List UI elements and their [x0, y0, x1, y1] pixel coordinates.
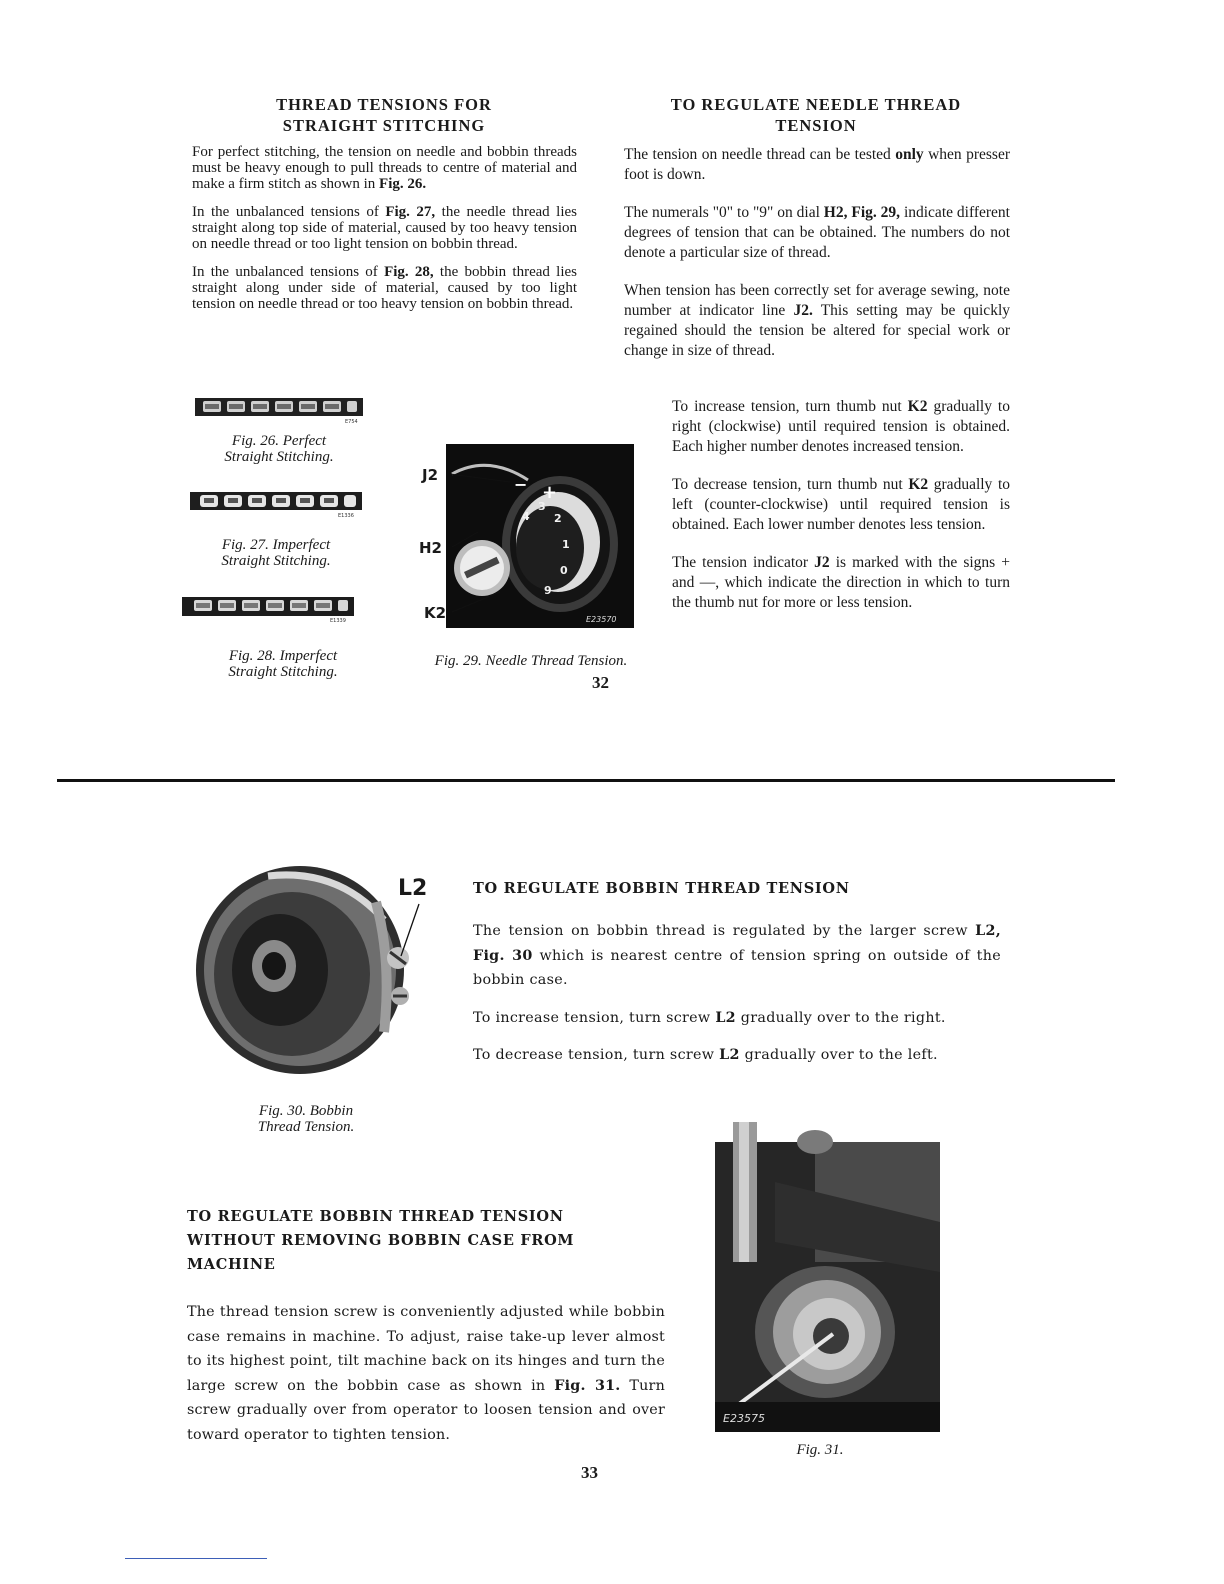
fig27-caption: Fig. 27. Imperfect Straight Stitching. [221, 537, 331, 569]
fig31-caption: Fig. 31. [796, 1442, 844, 1458]
paragraph: To increase tension, turn screw L2 gradually over to the right. [473, 1009, 946, 1026]
page-number-32: 32 [592, 673, 609, 692]
bobbin-tension-body [473, 919, 1001, 1081]
fig30-bobbin-case-photo [188, 862, 416, 1082]
paragraph: The thread tension screw is conveniently adjusted while bobbin case remains in machine. To adjust, raise take-up lever almost to its highest point, tilt machine back on its hinges and turn the large screw on the bobbin case as shown in Fig. 31. Turn screw gradually over from operator to loosen tension and over toward operator to tighten tension. [187, 1304, 665, 1443]
thread-tensions-body [192, 144, 577, 324]
needle-tension-body-indented [672, 397, 1010, 631]
fig28-stitch-image [182, 594, 357, 624]
label-h2: H2 [419, 539, 442, 557]
page-divider [57, 779, 1115, 782]
bobbin-in-machine-body [187, 1300, 665, 1460]
paragraph: In the unbalanced tensions of Fig. 27, the needle thread lies straight along top side of material, caused by too heavy tension on needle thread or too light tension on bobbin thread. [192, 204, 577, 252]
fig26-caption: Fig. 26. Perfect Straight Stitching. [224, 433, 334, 465]
paragraph: The numerals "0" to "9" on dial H2, Fig. 29, indicate different degrees of tension that can be obtained. The numbers do not denote a particular size of thread. [624, 204, 1010, 261]
paragraph: In the unbalanced tensions of Fig. 28, the bobbin thread lies straight along under side of material, caused by too light tension on needle thread or too heavy tension on bobbin thread. [192, 264, 577, 312]
fig26-stitch-image [195, 394, 365, 424]
svg-text:E1339: E1339 [330, 618, 346, 624]
svg-text:E23575: E23575 [723, 1412, 765, 1425]
paragraph: The tension on needle thread can be tested only when presser foot is down. [624, 146, 1010, 183]
fig31-machine-photo [715, 1122, 940, 1432]
fig27-stitch-image [190, 489, 365, 519]
needle-tension-heading: TO REGULATE NEEDLE THREAD TENSION [670, 95, 962, 135]
needle-tension-body [624, 145, 1010, 379]
svg-text:E1336: E1336 [338, 513, 354, 519]
svg-text:2: 2 [554, 512, 562, 525]
svg-text:−: − [514, 475, 528, 494]
svg-text:3: 3 [538, 500, 546, 513]
fig29-leader-lines [440, 452, 550, 632]
bobbin-tension-heading: TO REGULATE BOBBIN THREAD TENSION [473, 880, 850, 897]
fig30-leader-line [395, 900, 425, 960]
svg-text:+: + [542, 482, 558, 503]
label-k2: K2 [424, 604, 447, 622]
paragraph: To decrease tension, turn screw L2 gradually over to the left. [473, 1047, 938, 1063]
paragraph: To decrease tension, turn thumb nut K2 gradually to left (counter-clockwise) until required tension is obtained. Each lower number denotes less tension. [672, 476, 1011, 533]
label-j2: J2 [422, 466, 439, 484]
paragraph: For perfect stitching, the tension on needle and bobbin threads must be heavy enough to pull threads to centre of material and make a firm stitch as shown in Fig. 26. [192, 144, 577, 192]
svg-text:E754: E754 [345, 419, 358, 424]
bobbin-in-machine-heading: TO REGULATE BOBBIN THREAD TENSION WITHOUT REMOVING BOBBIN CASE FROM MACHINE [187, 1208, 575, 1273]
fig28-caption: Fig. 28. Imperfect Straight Stitching. [228, 648, 338, 680]
paragraph: The tension on bobbin thread is regulated by the larger screw L2, Fig. 30 which is nearest centre of tension spring on outside of the bobbin case. [473, 923, 1002, 988]
label-l2: L2 [398, 876, 428, 901]
svg-text:4: 4 [522, 510, 530, 523]
svg-text:1: 1 [562, 538, 570, 551]
svg-text:9: 9 [544, 584, 552, 597]
thread-tensions-heading: THREAD TENSIONS FOR STRAIGHT STITCHING [276, 95, 492, 135]
page-number-33: 33 [581, 1463, 598, 1482]
bottom-line-artifact [125, 1558, 267, 1559]
svg-text:E23570: E23570 [586, 615, 617, 624]
fig29-caption: Fig. 29. Needle Thread Tension. [434, 653, 628, 669]
paragraph: When tension has been correctly set for average sewing, note number at indicator line J2. This setting may be quickly regained should the tension be altered for special work or change in size of thread. [624, 282, 1010, 359]
paragraph: The tension indicator J2 is marked with the signs + and —, which indicate the direction in which to turn the thumb nut for more or less tension. [672, 554, 1010, 611]
svg-text:0: 0 [560, 564, 568, 577]
paragraph: To increase tension, turn thumb nut K2 gradually to right (clockwise) until required tension is obtained. Each higher number denotes increased tension. [672, 398, 1010, 455]
fig30-caption: Fig. 30. Bobbin Thread Tension. [257, 1103, 355, 1135]
